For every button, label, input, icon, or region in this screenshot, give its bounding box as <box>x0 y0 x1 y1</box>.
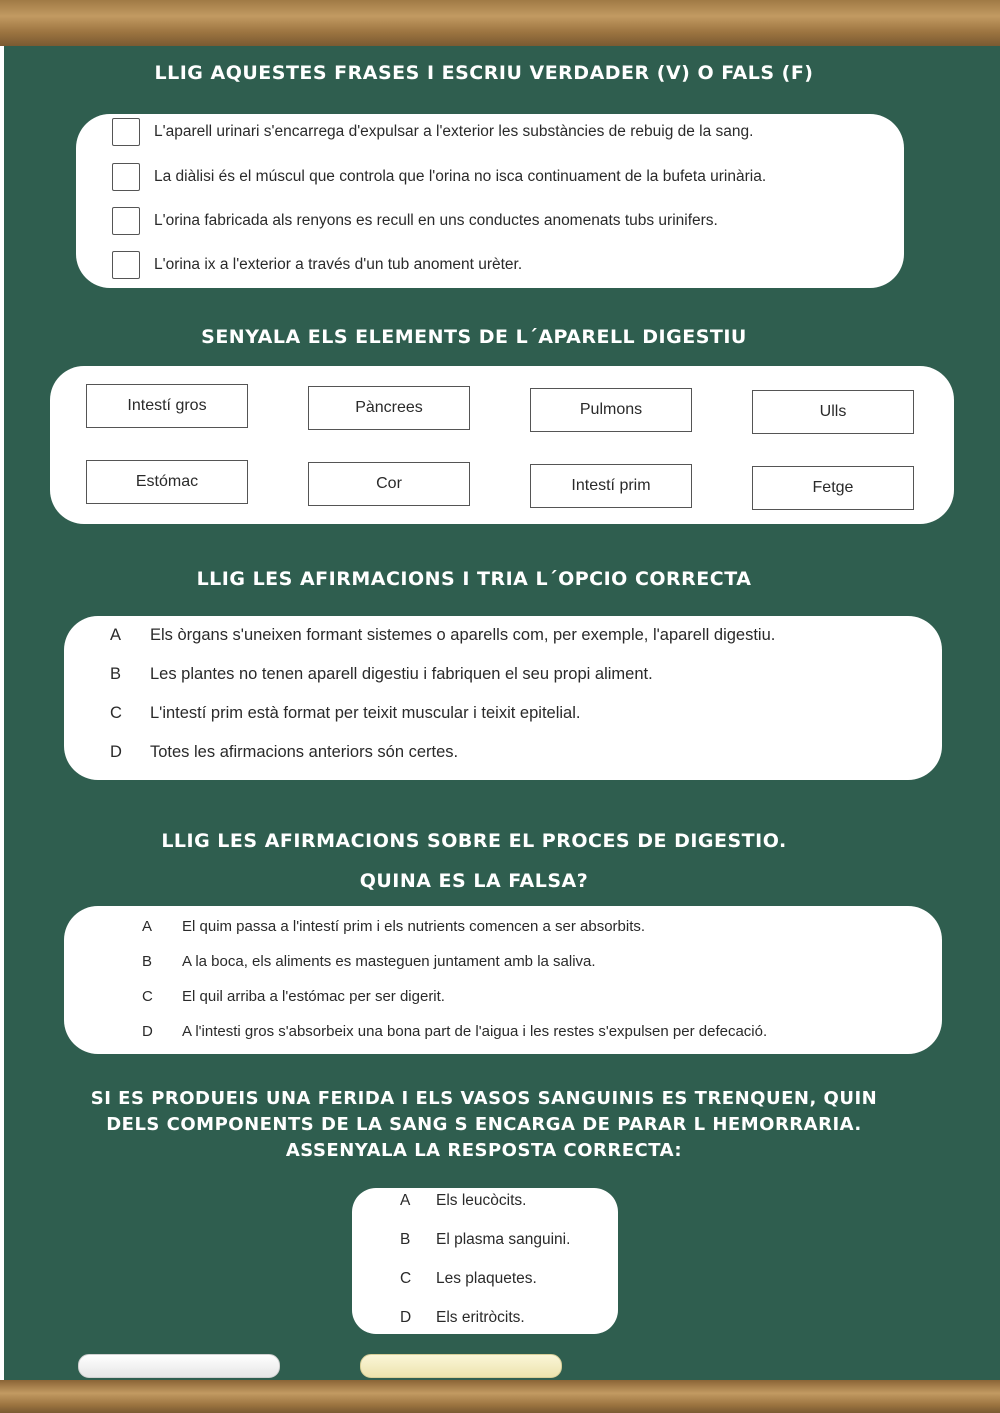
option-letter: D <box>142 1023 153 1040</box>
quiz2-option-c[interactable] <box>142 988 445 1005</box>
option-letter: A <box>110 626 122 644</box>
answer-box-4[interactable] <box>112 251 140 279</box>
option-text: A l'intesti gros s'absorbeix una bona part de l'aigua i les restes s'expulsen per defecació. <box>182 1023 768 1040</box>
yellow-chalk <box>360 1354 562 1378</box>
answer-box-3[interactable] <box>112 207 140 235</box>
organ-option-ulls[interactable]: Ulls <box>752 390 914 434</box>
organ-option-pancrees[interactable]: Pàncrees <box>308 386 470 430</box>
quiz2-option-b[interactable] <box>142 953 596 970</box>
organ-option-pulmons[interactable]: Pulmons <box>530 388 692 432</box>
option-text: Els leucòcits. <box>436 1192 527 1209</box>
option-letter: A <box>142 918 153 935</box>
option-letter: D <box>400 1309 412 1326</box>
option-text: Totes les afirmacions anteriors són certes. <box>150 743 459 761</box>
option-letter: A <box>400 1192 411 1209</box>
organ-option-intesti-gros[interactable]: Intestí gros <box>86 384 248 428</box>
tf-statement-2: La diàlisi és el múscul que controla que l'orina no isca continuament de la bufeta urinària. <box>154 168 767 185</box>
quiz2-option-d[interactable] <box>142 1023 767 1040</box>
option-text: Els eritròcits. <box>436 1309 525 1326</box>
tf-statement-1: L'aparell urinari s'encarrega d'expulsar a l'exterior les substàncies de rebuig de la sang. <box>154 123 754 140</box>
option-letter: C <box>110 704 122 722</box>
organ-option-estomac[interactable]: Estómac <box>86 460 248 504</box>
section5-title-line1: SI ES PRODUEIS UNA FERIDA I ELS VASOS SANGUINIS ES TRENQUEN, QUIN <box>90 1088 878 1109</box>
organ-option-intesti-prim[interactable]: Intestí prim <box>530 464 692 508</box>
option-text: Les plaquetes. <box>436 1270 537 1287</box>
quiz3-option-d[interactable] <box>400 1309 525 1327</box>
section1-title: LLIG AQUESTES FRASES I ESCRIU VERDADER (V) O FALS (F) <box>154 62 814 84</box>
section2-title: SENYALA ELS ELEMENTS DE L´APARELL DIGESTIU <box>201 326 747 348</box>
true-false-panel <box>76 114 904 288</box>
option-text: Els òrgans s'uneixen formant sistemes o aparells com, per exemple, l'aparell digestiu. <box>150 626 776 644</box>
section4-title-line2: QUINA ES LA FALSA? <box>359 870 589 892</box>
organs-panel <box>50 366 954 524</box>
answer-box-1[interactable] <box>112 118 140 146</box>
option-text: El quil arriba a l'estómac per ser digerit. <box>182 988 445 1005</box>
option-letter: B <box>110 665 122 683</box>
tf-item-4 <box>112 251 522 279</box>
section5-title-line2: DELS COMPONENTS DE LA SANG S ENCARGA DE PARAR L HEMORRARIA. <box>106 1114 862 1135</box>
board-frame-top <box>0 0 1000 46</box>
quiz2-option-a[interactable] <box>142 918 645 935</box>
quiz3-option-c[interactable] <box>400 1270 537 1288</box>
answer-box-2[interactable] <box>112 163 140 191</box>
option-text: El plasma sanguini. <box>436 1231 571 1248</box>
quiz3-option-a[interactable] <box>400 1192 526 1210</box>
white-chalk <box>78 1354 280 1378</box>
option-text: El quim passa a l'intestí prim i els nutrients comencen a ser absorbits. <box>182 918 646 935</box>
board-frame-bottom <box>0 1380 1000 1413</box>
organs-quiz-panel <box>64 616 942 780</box>
section5-title-line3: ASSENYALA LA RESPOSTA CORRECTA: <box>285 1140 683 1161</box>
tf-item-1 <box>112 118 753 146</box>
section4-title-line1: LLIG LES AFIRMACIONS SOBRE EL PROCES DE DIGESTIO. <box>161 830 787 852</box>
blood-quiz-panel <box>352 1188 618 1334</box>
option-letter: C <box>400 1270 412 1287</box>
quiz1-option-a[interactable] <box>110 626 775 645</box>
option-text: A la boca, els aliments es masteguen juntament amb la saliva. <box>182 953 596 970</box>
option-letter: B <box>400 1231 411 1248</box>
quiz1-option-b[interactable] <box>110 665 653 684</box>
option-letter: C <box>142 988 153 1005</box>
section3-title: LLIG LES AFIRMACIONS I TRIA L´OPCIO CORRECTA <box>196 568 752 590</box>
option-letter: D <box>110 743 122 761</box>
quiz1-option-c[interactable] <box>110 704 580 723</box>
organ-option-fetge[interactable]: Fetge <box>752 466 914 510</box>
tf-statement-3: L'orina fabricada als renyons es recull en uns conductes anomenats tubs urinifers. <box>154 212 718 229</box>
tf-statement-4: L'orina ix a l'exterior a través d'un tub anoment urèter. <box>154 256 523 273</box>
chalkboard <box>4 46 1000 1380</box>
option-letter: B <box>142 953 153 970</box>
digestion-quiz-panel <box>64 906 942 1054</box>
option-text: Les plantes no tenen aparell digestiu i fabriquen el seu propi aliment. <box>150 665 653 683</box>
quiz3-option-b[interactable] <box>400 1231 570 1249</box>
option-text: L'intestí prim està format per teixit muscular i teixit epitelial. <box>150 704 581 722</box>
quiz1-option-d[interactable] <box>110 743 458 762</box>
organ-option-cor[interactable]: Cor <box>308 462 470 506</box>
tf-item-3 <box>112 207 718 235</box>
tf-item-2 <box>112 163 766 191</box>
